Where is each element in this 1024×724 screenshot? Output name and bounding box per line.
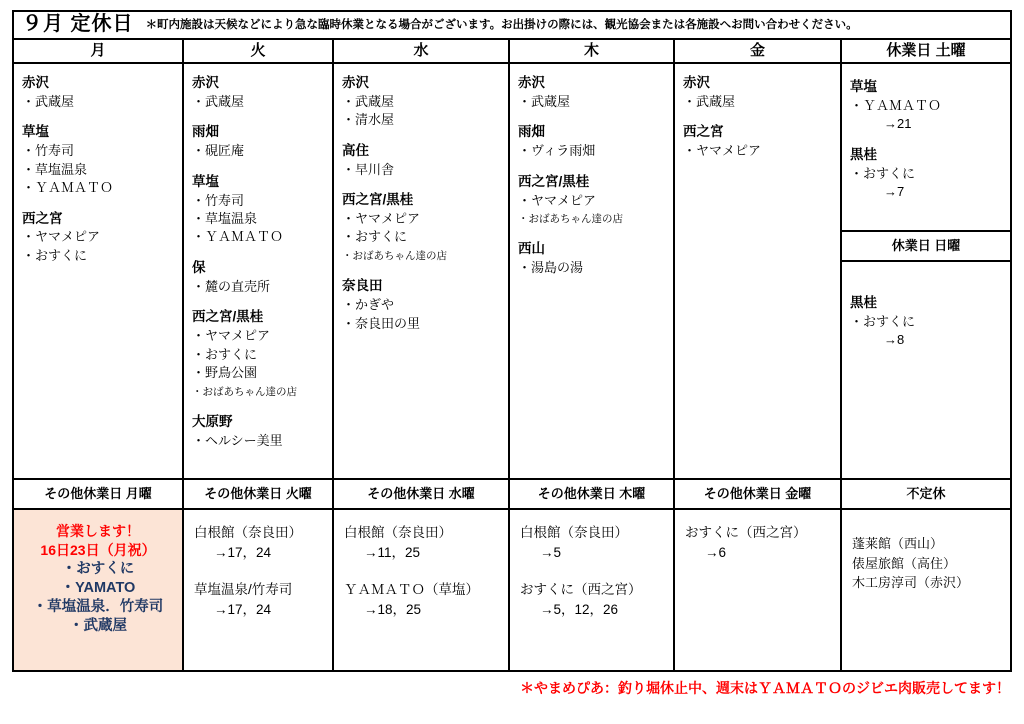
area-group	[342, 142, 504, 179]
entry-dates: →5	[540, 544, 562, 560]
day-header-monday: 月	[14, 40, 182, 64]
closures-sunday	[842, 262, 1010, 480]
closure-item: ・野鳥公園	[192, 365, 258, 381]
area-group	[22, 74, 178, 111]
closure-item: ・清水屋	[342, 112, 395, 128]
area-items	[192, 278, 328, 296]
area-name: 赤沢	[683, 75, 710, 90]
area-items	[518, 259, 669, 277]
other-header-wednesday: その他休業日 水曜	[334, 480, 508, 510]
area-name: 草塩	[192, 173, 219, 189]
entry-name: おすくに（西之宮）	[685, 525, 807, 540]
footer-note: ＊やまめぴあ：釣り堀休止中、週末はＹＡＭＡＴＯのジビエ肉販売してます！	[520, 680, 1010, 696]
schedule-sheet	[12, 10, 1012, 672]
area-name: 黒桂	[850, 146, 877, 162]
closure-item: ・おすくに	[850, 165, 916, 181]
notice-red-lines	[16, 522, 180, 560]
title-note: ＊町内施設は天候などにより急な臨時休業となる場合がございます。お出掛けの際には、観光協会または各施設へお問い合わせください。	[145, 19, 858, 32]
other-entry	[344, 524, 504, 563]
notice-blue-line: ・YAMATO	[60, 579, 136, 596]
other-header-thursday: その他休業日 木曜	[510, 480, 673, 510]
closure-item: ・武蔵屋	[518, 93, 571, 109]
entry-dates: →5，12，26	[540, 602, 619, 618]
closure-item: ・早川舎	[342, 161, 395, 177]
closure-item: ・ＹＡＭＡＴＯ	[850, 97, 942, 113]
area-name: 西之宮	[22, 210, 63, 226]
area-group	[192, 74, 328, 111]
notice-blue-line: ・草塩温泉．竹寿司	[32, 599, 164, 616]
irregular-header: 不定休	[842, 480, 1010, 510]
area-group	[850, 78, 1006, 134]
closure-item: ・かぎや	[342, 297, 395, 313]
area-group	[850, 294, 1006, 350]
column-monday	[14, 40, 184, 670]
closure-item: ・草塩温泉	[192, 211, 258, 227]
saturday-section-header: 休業日 土曜	[842, 40, 1010, 64]
area-group	[683, 74, 836, 111]
closure-item: ・竹寿司	[192, 192, 245, 208]
closure-item: ・ヤマメピア	[192, 328, 271, 344]
area-name: 西之宮/黒桂	[342, 192, 414, 208]
closure-item: ・ヤマメピア	[22, 229, 101, 245]
area-items	[683, 93, 836, 111]
other-closures-thursday	[510, 510, 673, 670]
area-group	[342, 277, 504, 333]
area-name: 奈良田	[342, 278, 383, 294]
area-group	[192, 123, 328, 160]
area-name: 雨畑	[518, 124, 545, 140]
entry-name: ＹＡＭＡＴＯ（草塩）	[344, 582, 479, 598]
area-name: 赤沢	[22, 75, 49, 90]
column-friday	[675, 40, 842, 670]
area-name: 赤沢	[192, 75, 219, 90]
day-header-tuesday: 火	[184, 40, 332, 64]
closure-item: ・武蔵屋	[342, 93, 395, 109]
area-items	[342, 210, 504, 265]
closures-friday	[675, 64, 840, 480]
area-group	[192, 413, 328, 450]
area-name: 西之宮/黒桂	[192, 309, 264, 325]
closure-item: ・ヤマメピア	[342, 211, 421, 227]
closure-item: ・おばあちゃん達の店	[518, 213, 623, 226]
closure-item: →8	[884, 332, 905, 348]
other-closures-friday	[675, 510, 840, 670]
other-entry	[685, 524, 836, 563]
closure-item: ・草塩温泉	[22, 161, 88, 177]
closure-item: ・おすくに	[850, 313, 916, 329]
area-items	[192, 93, 328, 111]
notice-blue-line: ・おすくに	[61, 560, 135, 577]
open-notice	[14, 510, 182, 670]
other-header-tuesday: その他休業日 火曜	[184, 480, 332, 510]
day-header-thursday: 木	[510, 40, 673, 64]
area-group	[22, 210, 178, 266]
area-items	[518, 142, 669, 160]
area-items	[192, 142, 328, 160]
area-items	[518, 192, 669, 229]
entry-name: 草塩温泉/竹寿司	[194, 582, 293, 598]
entry-name: おすくに（西之宮）	[520, 582, 642, 598]
closure-item: ・おすくに	[192, 346, 258, 362]
other-entry	[194, 581, 328, 620]
area-group	[342, 191, 504, 265]
other-closures-wednesday	[334, 510, 508, 670]
closure-item: →21	[884, 116, 912, 132]
area-name: 高住	[342, 142, 369, 158]
closure-item: ・おすくに	[22, 247, 88, 263]
notice-red-line: 16日23日（月祝）	[40, 541, 156, 558]
area-items	[192, 432, 328, 450]
other-entry	[520, 524, 669, 563]
closure-item: ・ＹＡＭＡＴＯ	[22, 180, 114, 196]
page-title: ９月 定休日	[22, 13, 134, 35]
area-group	[22, 123, 178, 197]
area-name: 西山	[518, 241, 545, 257]
irregular-item: 俵屋旅館（高住）	[852, 555, 957, 571]
area-group	[192, 173, 328, 247]
closure-item: ・武蔵屋	[22, 93, 75, 109]
notice-red-line: 営業します！	[56, 523, 140, 539]
area-items	[342, 93, 504, 130]
closures-monday	[14, 64, 182, 480]
closure-item: ・湯島の湯	[518, 260, 584, 276]
closure-item: ・竹寿司	[22, 143, 75, 159]
entry-name: 白根館（奈良田）	[194, 525, 302, 540]
sunday-section-header: 休業日 日曜	[842, 232, 1010, 262]
area-name: 赤沢	[518, 75, 545, 90]
closure-item: ・奈良田の里	[342, 315, 421, 331]
closures-thursday	[510, 64, 673, 480]
column-wednesday	[334, 40, 510, 670]
other-header-friday: その他休業日 金曜	[675, 480, 840, 510]
entry-dates: →17，24	[214, 602, 272, 618]
closure-item: ・ヘルシー美里	[192, 432, 283, 448]
area-items	[22, 228, 178, 265]
title-row	[14, 12, 1010, 40]
closures-tuesday	[184, 64, 332, 480]
other-entry	[194, 524, 328, 563]
closure-item: ・ヴィラ雨畑	[518, 143, 596, 159]
area-group	[518, 74, 669, 111]
closure-item: ・ヤマメピア	[518, 192, 597, 208]
notice-blue-lines	[16, 560, 180, 637]
area-group	[192, 259, 328, 296]
day-header-friday: 金	[675, 40, 840, 64]
area-group	[342, 74, 504, 130]
day-header-wednesday: 水	[334, 40, 508, 64]
irregular-closures	[842, 510, 1010, 670]
entry-dates: →6	[705, 544, 727, 560]
area-name: 雨畑	[192, 124, 219, 140]
area-items	[850, 313, 1006, 350]
area-group	[683, 123, 836, 160]
area-name: 草塩	[22, 124, 49, 140]
area-items	[850, 165, 1006, 202]
area-group	[518, 123, 669, 160]
column-thursday	[510, 40, 675, 670]
area-name: 赤沢	[342, 75, 369, 90]
area-items	[342, 296, 504, 333]
entry-name: 白根館（奈良田）	[344, 525, 452, 540]
area-items	[683, 142, 836, 160]
area-name: 大原野	[192, 413, 233, 429]
area-name: 西之宮	[683, 124, 724, 140]
schedule-columns	[14, 40, 1010, 670]
area-name: 保	[192, 259, 206, 275]
closure-item: ・おばあちゃん達の店	[192, 385, 297, 398]
area-group	[518, 240, 669, 277]
area-name: 草塩	[850, 79, 877, 94]
area-items	[850, 97, 1006, 134]
area-items	[192, 327, 328, 401]
area-name: 西之宮/黒桂	[518, 173, 590, 189]
notice-blue-line: ・武蔵屋	[69, 618, 127, 635]
closures-wednesday	[334, 64, 508, 480]
other-entry	[344, 581, 504, 620]
column-weekend	[842, 40, 1010, 670]
area-items	[518, 93, 669, 111]
area-items	[342, 161, 504, 179]
area-group	[850, 146, 1006, 202]
irregular-item: 蓬莱館（西山）	[852, 536, 944, 551]
entry-dates: →17，24	[214, 544, 272, 560]
closure-item: ・ヤマメピア	[683, 143, 762, 159]
entry-dates: →18，25	[364, 602, 422, 618]
other-closures-tuesday	[184, 510, 332, 670]
area-items	[192, 192, 328, 247]
closures-saturday	[842, 64, 1010, 232]
closure-item: ・硯匠庵	[192, 143, 245, 159]
closure-item: ・麓の直売所	[192, 278, 271, 294]
other-header-monday: その他休業日 月曜	[14, 480, 182, 510]
irregular-item: 木工房淳司（赤沢）	[852, 575, 970, 590]
closure-item: ・武蔵屋	[683, 93, 736, 109]
entry-name: 白根館（奈良田）	[520, 525, 628, 540]
closure-item: →7	[884, 184, 905, 200]
closure-item: ・ＹＡＭＡＴＯ	[192, 229, 284, 245]
area-name: 黒桂	[850, 295, 877, 310]
closure-item: ・武蔵屋	[192, 93, 245, 109]
other-entry	[520, 581, 669, 620]
entry-dates: →11，25	[364, 544, 421, 560]
closure-item: ・おすくに	[342, 229, 408, 245]
closure-item: ・おばあちゃん達の店	[342, 249, 447, 262]
area-items	[22, 93, 178, 111]
column-tuesday	[184, 40, 334, 670]
area-items	[22, 142, 178, 197]
area-group	[518, 173, 669, 229]
area-group	[192, 308, 328, 401]
